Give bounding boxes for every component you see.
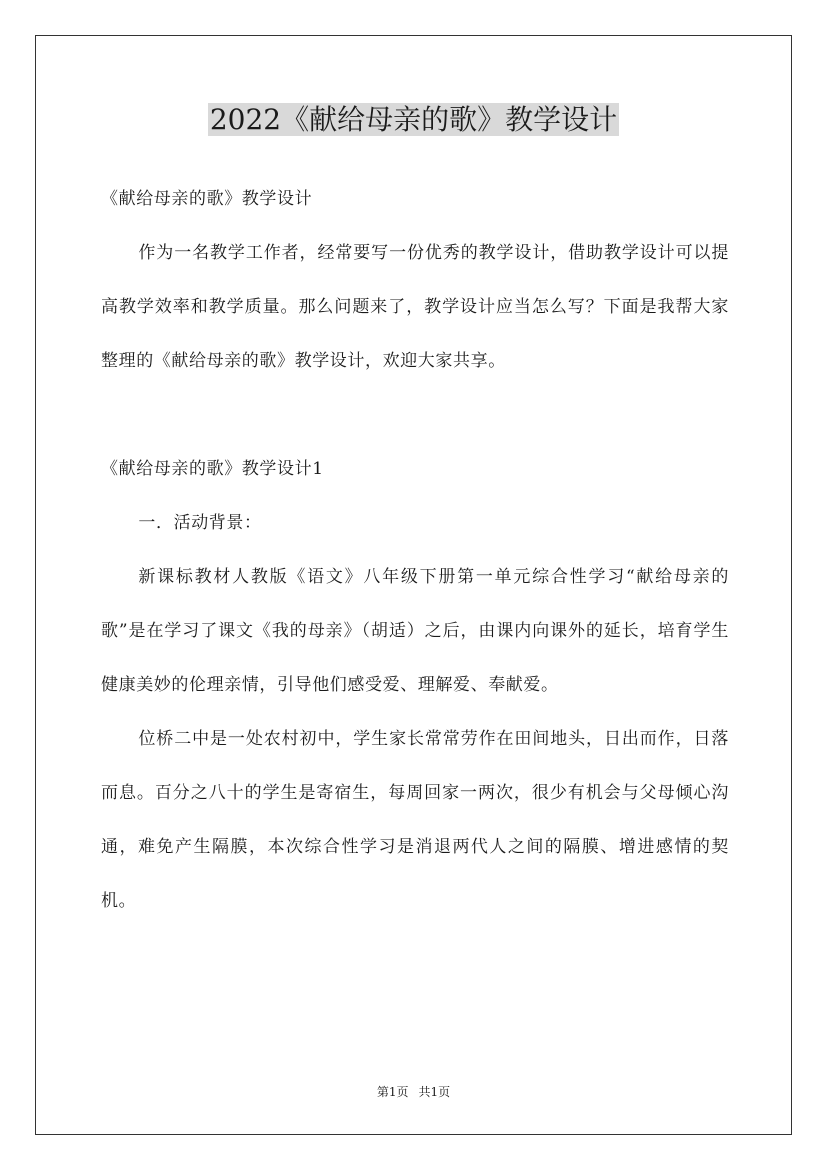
document-body (101, 172, 729, 928)
school-paragraph: 位桥二中是一处农村初中，学生家长常常劳作在田间地头，日出而作，日落而息。百分之八十的学生是寄宿生，每周回家一两次，很少有机会与父母倾心沟通，难免产生隔膜，本次综合性学习是消退两代人之间的隔膜、增进感情的契机。 (101, 729, 729, 911)
section-heading: 《献给母亲的歌》教学设计1 (101, 459, 324, 479)
document-title (0, 98, 827, 142)
page-number-current: 第1页 (376, 1085, 409, 1099)
intro-paragraph: 作为一名教学工作者，经常要写一份优秀的教学设计，借助教学设计可以提高教学效率和教学质量。那么问题来了，教学设计应当怎么写？下面是我帮大家整理的《献给母亲的歌》教学设计，欢迎大家共享。 (101, 243, 729, 371)
background-paragraph: 新课标教材人教版《语文》八年级下册第一单元综合性学习“献给母亲的歌”是在学习了课文《我的母亲》（胡适）之后，由课内向课外的延长，培育学生健康美妙的伦理亲情，引导他们感受爱、理解爱、奉献爱。 (101, 567, 729, 695)
blank-line (101, 388, 729, 442)
subsection-heading: 一．活动背景： (138, 513, 262, 533)
document-title-text: 2022《献给母亲的歌》教学设计 (209, 103, 618, 136)
page-footer (0, 1082, 827, 1102)
page-number-total: 共1页 (418, 1085, 451, 1099)
subtitle-paragraph: 《献给母亲的歌》教学设计 (101, 189, 313, 209)
